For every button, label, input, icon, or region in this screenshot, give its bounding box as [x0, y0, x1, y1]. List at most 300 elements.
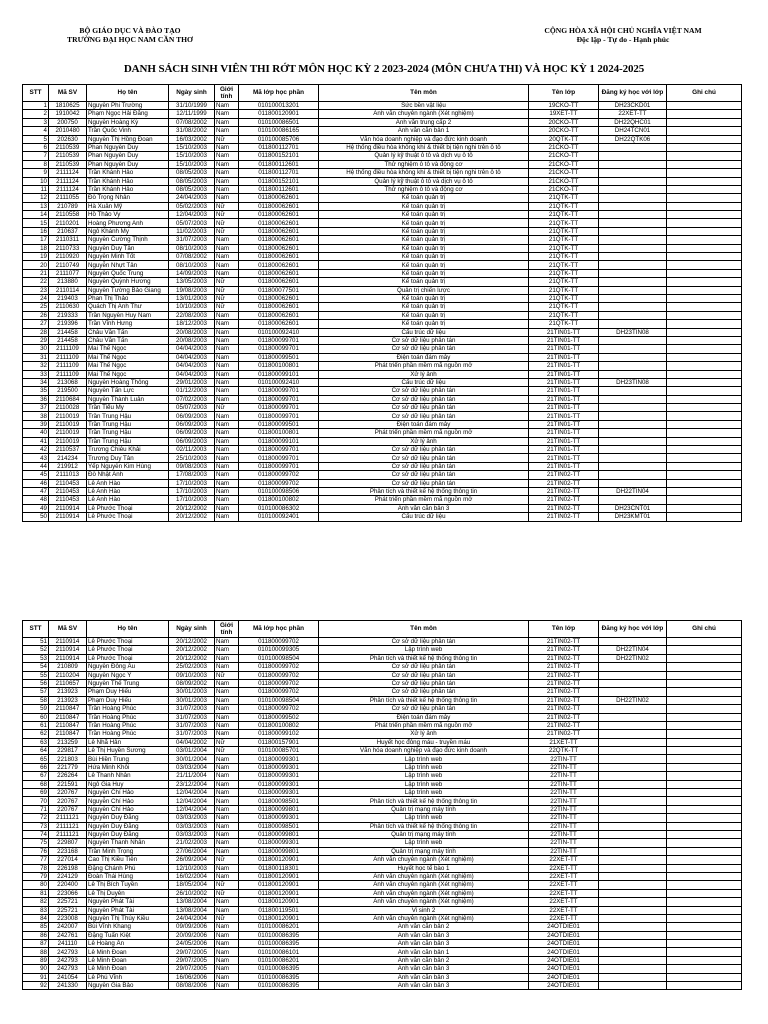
- cell-student-id: 2110630: [49, 303, 87, 311]
- cell-note: [667, 269, 742, 277]
- cell-note: [667, 454, 742, 462]
- cell-birth-date: 04/04/2003: [169, 353, 215, 361]
- table-row: [23, 345, 742, 353]
- cell-student-id: 242793: [49, 948, 87, 956]
- table-row: [23, 303, 742, 311]
- cell-birth-date: 07/02/2003: [169, 395, 215, 403]
- cell-course-name: Anh văn căn bản 3: [319, 940, 529, 948]
- cell-course-name: Cơ sở dữ liệu phân tán: [319, 454, 529, 462]
- cell-register-with-class: [599, 688, 667, 696]
- cell-course-name: Cấu trúc dữ liệu: [319, 513, 529, 521]
- cell-full-name: Phạm Duy Hiếu: [87, 688, 169, 696]
- cell-class-section-code: 011800099702: [239, 471, 319, 479]
- cell-note: [667, 370, 742, 378]
- cell-register-with-class: [599, 395, 667, 403]
- cell-course-name: Hệ thống điều hòa không khí & thiết bị tiện nghi trên ô tô: [319, 143, 529, 151]
- cell-note: [667, 487, 742, 495]
- cell-register-with-class: DH22QTK06: [599, 135, 667, 143]
- cell-class-name: 22TIN-TT: [529, 763, 599, 771]
- cell-course-name: Phân tích và thiết kế hệ thống thông tin: [319, 696, 529, 704]
- cell-full-name: Trần Khánh Hảo: [87, 177, 169, 185]
- cell-full-name: Nguyễn Phát Tài: [87, 898, 169, 906]
- cell-birth-date: 12/04/2004: [169, 797, 215, 805]
- cell-course-name: Cấu trúc dữ liệu: [319, 328, 529, 336]
- cell-note: [667, 948, 742, 956]
- table-row: [23, 294, 742, 302]
- cell-birth-date: 11/02/2003: [169, 227, 215, 235]
- cell-class-name: 21TIN02-TT: [529, 504, 599, 512]
- cell-note: [667, 496, 742, 504]
- cell-stt: 45: [23, 471, 49, 479]
- cell-note: [667, 362, 742, 370]
- cell-register-with-class: [599, 965, 667, 973]
- cell-note: [667, 211, 742, 219]
- table-row: [23, 663, 742, 671]
- cell-gender: Nam: [215, 479, 239, 487]
- cell-birth-date: 03/03/2004: [169, 763, 215, 771]
- column-header-course-name: Tên môn: [319, 85, 529, 102]
- table-row: [23, 982, 742, 990]
- cell-student-id: 220767: [49, 789, 87, 797]
- cell-gender: Nam: [215, 462, 239, 470]
- table-row: [23, 404, 742, 412]
- cell-class-name: 21CKO-TT: [529, 185, 599, 193]
- cell-full-name: Phạm Duy Hiếu: [87, 696, 169, 704]
- cell-student-id: 200750: [49, 118, 87, 126]
- cell-course-name: Sức bền vật liệu: [319, 102, 529, 110]
- column-header-full-name: Họ tên: [87, 85, 169, 102]
- cell-student-id: 225721: [49, 906, 87, 914]
- cell-note: [667, 663, 742, 671]
- cell-birth-date: 05/07/2003: [169, 219, 215, 227]
- cell-student-id: 221803: [49, 755, 87, 763]
- cell-gender: Nam: [215, 420, 239, 428]
- cell-register-with-class: [599, 152, 667, 160]
- cell-birth-date: 20/12/2002: [169, 513, 215, 521]
- cell-course-name: Vi sinh 2: [319, 906, 529, 914]
- cell-register-with-class: [599, 219, 667, 227]
- cell-gender: Nam: [215, 169, 239, 177]
- cell-register-with-class: [599, 429, 667, 437]
- cell-student-id: 2110920: [49, 253, 87, 261]
- cell-register-with-class: [599, 705, 667, 713]
- cell-student-id: 2110311: [49, 236, 87, 244]
- cell-full-name: Lê Thị Bích Tuyền: [87, 881, 169, 889]
- cell-gender: Nam: [215, 504, 239, 512]
- cell-class-section-code: 010100086395: [239, 982, 319, 990]
- cell-student-id: 220767: [49, 805, 87, 813]
- cell-stt: 64: [23, 747, 49, 755]
- cell-note: [667, 462, 742, 470]
- cell-birth-date: 13/08/2004: [169, 898, 215, 906]
- cell-note: [667, 772, 742, 780]
- cell-course-name: Anh văn căn bản 2: [319, 956, 529, 964]
- cell-birth-date: 06/09/2003: [169, 429, 215, 437]
- cell-class-name: 24OTDIE01: [529, 948, 599, 956]
- cell-class-name: 21TIN02-TT: [529, 496, 599, 504]
- cell-register-with-class: 22XET-TT: [599, 110, 667, 118]
- cell-note: [667, 931, 742, 939]
- cell-gender: Nam: [215, 160, 239, 168]
- cell-birth-date: 31/10/1999: [169, 102, 215, 110]
- cell-stt: 47: [23, 487, 49, 495]
- cell-birth-date: 16/06/2006: [169, 973, 215, 981]
- cell-gender: Nam: [215, 696, 239, 704]
- table-row: [23, 420, 742, 428]
- cell-student-id: 210809: [49, 663, 87, 671]
- cell-gender: Nam: [215, 638, 239, 646]
- cell-class-name: 21TIN02-TT: [529, 730, 599, 738]
- cell-full-name: Phan Nguyễn Duy: [87, 143, 169, 151]
- cell-birth-date: 21/02/2003: [169, 839, 215, 847]
- cell-stt: 33: [23, 370, 49, 378]
- cell-birth-date: 17/08/2003: [169, 471, 215, 479]
- cell-course-name: Quản trị chiến lược: [319, 286, 529, 294]
- table-row: [23, 278, 742, 286]
- cell-birth-date: 08/09/2002: [169, 679, 215, 687]
- cell-student-id: 2110028: [49, 404, 87, 412]
- cell-course-name: Kế toán quản trị: [319, 320, 529, 328]
- cell-full-name: Nguyễn Phát Tài: [87, 906, 169, 914]
- cell-class-name: 21QTK-TT: [529, 278, 599, 286]
- cell-birth-date: 03/01/2004: [169, 747, 215, 755]
- cell-class-name: 22TIN-TT: [529, 805, 599, 813]
- cell-full-name: Mai Thế Ngọc: [87, 345, 169, 353]
- cell-birth-date: 08/05/2003: [169, 169, 215, 177]
- cell-register-with-class: [599, 738, 667, 746]
- cell-course-name: Điện toán đám mây: [319, 713, 529, 721]
- cell-birth-date: 18/12/2003: [169, 320, 215, 328]
- cell-full-name: Nguyễn Hoàng Thông: [87, 378, 169, 386]
- cell-note: [667, 688, 742, 696]
- cell-course-name: Cơ sở dữ liệu phân tán: [319, 705, 529, 713]
- cell-class-section-code: 011800062601: [239, 202, 319, 210]
- cell-note: [667, 345, 742, 353]
- table-row: [23, 202, 742, 210]
- cell-class-section-code: 010100086395: [239, 965, 319, 973]
- cell-note: [667, 705, 742, 713]
- cell-course-name: Phân tích và thiết kế hệ thống thông tin: [319, 822, 529, 830]
- cell-gender: Nam: [215, 965, 239, 973]
- cell-register-with-class: [599, 202, 667, 210]
- cell-student-id: 213259: [49, 738, 87, 746]
- cell-full-name: Phạm Ngọc Hải Đăng: [87, 110, 169, 118]
- cell-birth-date: 09/08/2003: [169, 462, 215, 470]
- cell-course-name: Kế toán quản trị: [319, 202, 529, 210]
- cell-student-id: 220400: [49, 881, 87, 889]
- table-row: [23, 353, 742, 361]
- cell-register-with-class: [599, 294, 667, 302]
- cell-student-id: 213880: [49, 278, 87, 286]
- cell-full-name: Trần Khánh Hảo: [87, 185, 169, 193]
- cell-student-id: 2110114: [49, 286, 87, 294]
- cell-class-section-code: 011800099702: [239, 671, 319, 679]
- cell-note: [667, 730, 742, 738]
- cell-birth-date: 24/04/2004: [169, 914, 215, 922]
- cell-full-name: Trần Hoàng Phúc: [87, 721, 169, 729]
- cell-stt: 81: [23, 889, 49, 897]
- cell-class-section-code: 011800099701: [239, 345, 319, 353]
- cell-note: [667, 654, 742, 662]
- cell-student-id: 241330: [49, 982, 87, 990]
- cell-full-name: Lê Phước Thoại: [87, 513, 169, 521]
- cell-class-name: 21TIN02-TT: [529, 721, 599, 729]
- cell-class-section-code: 011800100801: [239, 429, 319, 437]
- table-row: [23, 110, 742, 118]
- column-header-register-with-class: Đăng ký học với lớp: [599, 621, 667, 638]
- cell-course-name: Cơ sở dữ liệu phân tán: [319, 404, 529, 412]
- cell-course-name: Quản trị mạng máy tính: [319, 830, 529, 838]
- table-row: [23, 311, 742, 319]
- cell-register-with-class: [599, 336, 667, 344]
- cell-student-id: 220767: [49, 797, 87, 805]
- cell-gender: Nam: [215, 872, 239, 880]
- cell-note: [667, 429, 742, 437]
- cell-birth-date: 27/06/2004: [169, 847, 215, 855]
- cell-birth-date: 12/04/2003: [169, 211, 215, 219]
- cell-class-section-code: 011800152101: [239, 152, 319, 160]
- cell-note: [667, 789, 742, 797]
- table-row: [23, 965, 742, 973]
- cell-class-name: 21TIN01-TT: [529, 362, 599, 370]
- cell-birth-date: 23/12/2004: [169, 780, 215, 788]
- cell-birth-date: 31/07/2003: [169, 236, 215, 244]
- cell-gender: Nam: [215, 261, 239, 269]
- cell-register-with-class: [599, 185, 667, 193]
- cell-register-with-class: [599, 169, 667, 177]
- cell-birth-date: 20/09/2006: [169, 931, 215, 939]
- cell-gender: Nam: [215, 864, 239, 872]
- cell-student-id: 226264: [49, 772, 87, 780]
- cell-full-name: Yếp Nguyễn Kim Hùng: [87, 462, 169, 470]
- student-table-page-1: [22, 84, 742, 522]
- cell-stt: 69: [23, 789, 49, 797]
- cell-register-with-class: [599, 194, 667, 202]
- cell-birth-date: 24/04/2003: [169, 194, 215, 202]
- cell-class-section-code: 011800099701: [239, 387, 319, 395]
- table-row: [23, 160, 742, 168]
- cell-course-name: Anh văn chuyên ngành (Xét nghiệm): [319, 110, 529, 118]
- cell-class-name: 21TIN01-TT: [529, 378, 599, 386]
- cell-full-name: Trần Trung Hậu: [87, 429, 169, 437]
- cell-note: [667, 479, 742, 487]
- cell-birth-date: 30/01/2004: [169, 755, 215, 763]
- cell-note: [667, 679, 742, 687]
- cell-course-name: Lập trình web: [319, 755, 529, 763]
- cell-gender: Nam: [215, 437, 239, 445]
- cell-student-id: 2110019: [49, 412, 87, 420]
- cell-gender: Nam: [215, 789, 239, 797]
- cell-gender: Nam: [215, 646, 239, 654]
- cell-student-id: 2111109: [49, 353, 87, 361]
- cell-gender: Nam: [215, 311, 239, 319]
- cell-class-section-code: 010100086395: [239, 940, 319, 948]
- cell-class-name: 21TIN02-TT: [529, 654, 599, 662]
- cell-full-name: Nguyễn Duy Tân: [87, 244, 169, 252]
- cell-gender: Nam: [215, 110, 239, 118]
- cell-register-with-class: DH23KMT01: [599, 513, 667, 521]
- cell-register-with-class: [599, 948, 667, 956]
- cell-full-name: Lê Thanh Nhân: [87, 772, 169, 780]
- table-row: [23, 931, 742, 939]
- cell-birth-date: 08/08/2006: [169, 982, 215, 990]
- cell-class-section-code: 010100085701: [239, 747, 319, 755]
- cell-course-name: Anh văn chuyên ngành (Xét nghiệm): [319, 856, 529, 864]
- table-row: [23, 721, 742, 729]
- cell-course-name: Kế toán quản trị: [319, 303, 529, 311]
- cell-birth-date: 30/01/2003: [169, 688, 215, 696]
- cell-birth-date: 06/09/2003: [169, 412, 215, 420]
- cell-class-section-code: 011800062601: [239, 303, 319, 311]
- cell-full-name: Nguyễn Đông Âu: [87, 663, 169, 671]
- cell-class-name: 22TIN-TT: [529, 839, 599, 847]
- cell-full-name: Hoàng Phương Anh: [87, 219, 169, 227]
- cell-course-name: Kế toán quản trị: [319, 211, 529, 219]
- cell-stt: 58: [23, 696, 49, 704]
- cell-class-name: 21QTK-TT: [529, 244, 599, 252]
- cell-birth-date: 12/10/2003: [169, 864, 215, 872]
- ministry-header: [40, 26, 220, 44]
- cell-student-id: 242793: [49, 956, 87, 964]
- cell-note: [667, 646, 742, 654]
- cell-gender: Nam: [215, 345, 239, 353]
- cell-stt: 65: [23, 755, 49, 763]
- cell-stt: 31: [23, 353, 49, 361]
- cell-full-name: Nguyễn Thanh Nhân: [87, 839, 169, 847]
- cell-full-name: Nguyễn Chí Hảo: [87, 797, 169, 805]
- cell-stt: 80: [23, 881, 49, 889]
- cell-class-section-code: 011800100802: [239, 496, 319, 504]
- cell-register-with-class: [599, 420, 667, 428]
- cell-gender: Nam: [215, 772, 239, 780]
- cell-full-name: Châu Văn Tấn: [87, 336, 169, 344]
- cell-gender: Nam: [215, 663, 239, 671]
- cell-register-with-class: [599, 261, 667, 269]
- cell-full-name: Trần Tiểu My: [87, 404, 169, 412]
- cell-note: [667, 102, 742, 110]
- cell-birth-date: 04/04/2003: [169, 370, 215, 378]
- cell-student-id: 1810625: [49, 102, 87, 110]
- cell-stt: 50: [23, 513, 49, 521]
- table-row: [23, 898, 742, 906]
- cell-course-name: Phát triển phần mềm mã nguồn mở: [319, 496, 529, 504]
- cell-full-name: Mai Thế Ngọc: [87, 353, 169, 361]
- cell-class-name: 21CKO-TT: [529, 169, 599, 177]
- table-row: [23, 261, 742, 269]
- cell-class-section-code: 011800099801: [239, 847, 319, 855]
- cell-student-id: 242007: [49, 923, 87, 931]
- cell-stt: 23: [23, 286, 49, 294]
- cell-stt: 74: [23, 830, 49, 838]
- cell-stt: 36: [23, 395, 49, 403]
- cell-register-with-class: [599, 236, 667, 244]
- cell-class-section-code: 011800099801: [239, 805, 319, 813]
- table-row: [23, 370, 742, 378]
- cell-class-section-code: 011800099301: [239, 814, 319, 822]
- cell-course-name: Cơ sở dữ liệu phân tán: [319, 671, 529, 679]
- cell-full-name: Nguyễn Quỳnh Hương: [87, 278, 169, 286]
- cell-stt: 19: [23, 253, 49, 261]
- cell-stt: 82: [23, 898, 49, 906]
- column-header-stt: STT: [23, 621, 49, 638]
- cell-full-name: Cao Thị Kiều Tiên: [87, 856, 169, 864]
- cell-note: [667, 898, 742, 906]
- cell-gender: Nữ: [215, 881, 239, 889]
- cell-birth-date: 12/11/1999: [169, 110, 215, 118]
- cell-student-id: 2110684: [49, 395, 87, 403]
- cell-birth-date: 20/08/2003: [169, 336, 215, 344]
- cell-class-section-code: 011800099102: [239, 730, 319, 738]
- table-row: [23, 143, 742, 151]
- cell-course-name: Anh văn căn bản 1: [319, 948, 529, 956]
- cell-class-section-code: 011800099702: [239, 705, 319, 713]
- cell-full-name: Phan Nguyễn Duy: [87, 160, 169, 168]
- cell-note: [667, 404, 742, 412]
- cell-full-name: Trần Nguyễn Huy Nam: [87, 311, 169, 319]
- cell-full-name: Trần Trung Hậu: [87, 437, 169, 445]
- cell-gender: Nam: [215, 412, 239, 420]
- cell-note: [667, 353, 742, 361]
- cell-class-section-code: 011800120901: [239, 889, 319, 897]
- cell-note: [667, 671, 742, 679]
- cell-course-name: Anh văn căn bản 3: [319, 982, 529, 990]
- cell-full-name: Nguyễn Duy Đăng: [87, 830, 169, 838]
- cell-class-section-code: 011800098501: [239, 822, 319, 830]
- cell-stt: 66: [23, 763, 49, 771]
- cell-class-name: 21TIN01-TT: [529, 395, 599, 403]
- cell-stt: 54: [23, 663, 49, 671]
- cell-class-name: 21TIN02-TT: [529, 696, 599, 704]
- table-row: [23, 462, 742, 470]
- cell-student-id: 219500: [49, 387, 87, 395]
- table-row: [23, 856, 742, 864]
- cell-class-section-code: 011800062601: [239, 253, 319, 261]
- cell-gender: Nam: [215, 395, 239, 403]
- cell-stt: 89: [23, 956, 49, 964]
- cell-student-id: 2111124: [49, 185, 87, 193]
- cell-class-name: 21QTK-TT: [529, 227, 599, 235]
- cell-class-name: 21TIN01-TT: [529, 387, 599, 395]
- cell-student-id: 219912: [49, 462, 87, 470]
- table-row: [23, 805, 742, 813]
- cell-course-name: Anh văn căn bản 3: [319, 965, 529, 973]
- cell-course-name: Xử lý ảnh: [319, 730, 529, 738]
- column-header-full-name: Họ tên: [87, 621, 169, 638]
- cell-birth-date: 14/09/2003: [169, 269, 215, 277]
- cell-birth-date: 05/02/2003: [169, 202, 215, 210]
- cell-stt: 16: [23, 227, 49, 235]
- cell-note: [667, 328, 742, 336]
- cell-register-with-class: [599, 462, 667, 470]
- cell-full-name: Nguyễn Phi Trường: [87, 102, 169, 110]
- cell-stt: 25: [23, 303, 49, 311]
- cell-student-id: 226198: [49, 864, 87, 872]
- cell-class-section-code: 011800099501: [239, 420, 319, 428]
- cell-birth-date: 20/12/2002: [169, 504, 215, 512]
- cell-full-name: Lê Minh Đoan: [87, 948, 169, 956]
- cell-full-name: Châu Văn Tấn: [87, 328, 169, 336]
- cell-birth-date: 31/07/2003: [169, 705, 215, 713]
- cell-note: [667, 118, 742, 126]
- cell-class-section-code: 011800099301: [239, 780, 319, 788]
- table-row: [23, 219, 742, 227]
- cell-course-name: Cấu trúc dữ liệu: [319, 378, 529, 386]
- cell-birth-date: 12/04/2004: [169, 805, 215, 813]
- cell-birth-date: 08/10/2003: [169, 244, 215, 252]
- cell-course-name: Phân tích và thiết kế hệ thống thông tin: [319, 487, 529, 495]
- cell-birth-date: 31/07/2003: [169, 730, 215, 738]
- cell-class-name: 22QTK-TT: [529, 747, 599, 755]
